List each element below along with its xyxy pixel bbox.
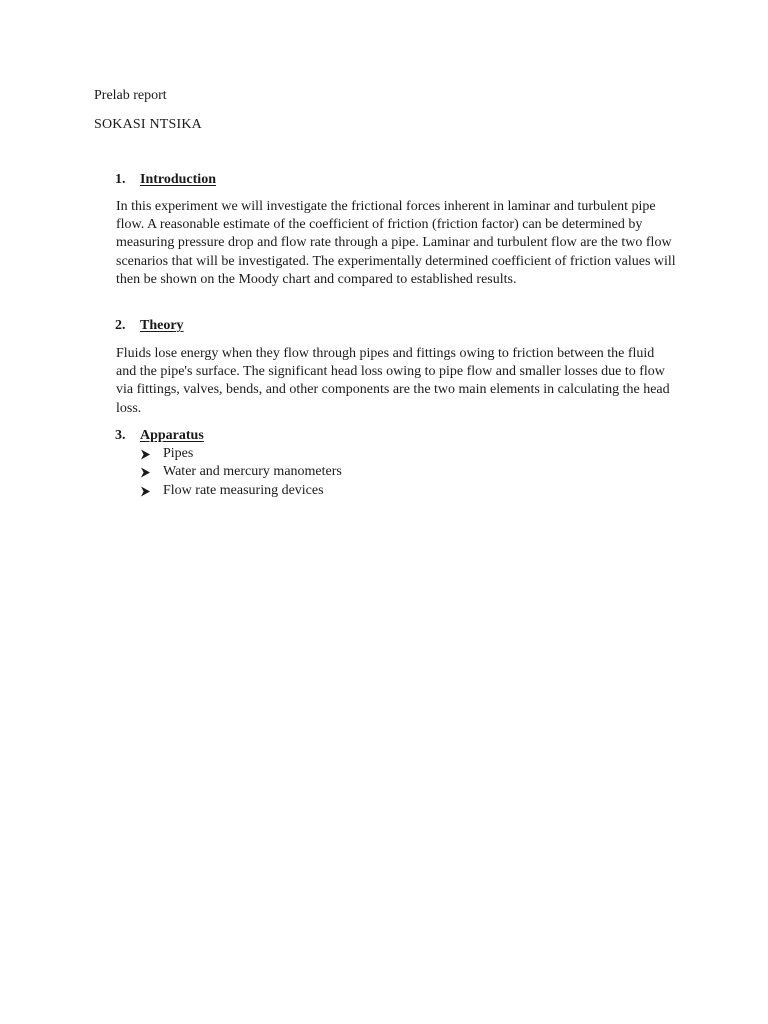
section-title: Apparatus <box>140 428 204 443</box>
section-number: 3. <box>115 428 126 443</box>
section-title: Theory <box>140 318 184 333</box>
theory-paragraph: Fluids lose energy when they flow through pipes and fittings owing to friction between the fluid and the pipe's surface. The significant head loss owing to pipe flow and smaller losses due to flow via fittings, valves, bends, and other components are the two main elements in calculating the head loss. <box>116 346 670 416</box>
arrowhead-bullet-icon <box>140 482 163 500</box>
list-item <box>140 482 342 500</box>
arrowhead-bullet-icon <box>140 445 163 463</box>
author-name: SOKASI NTSIKA <box>94 117 202 132</box>
apparatus-list <box>140 445 342 500</box>
list-item-label: Water and mercury manometers <box>163 464 342 480</box>
arrowhead-bullet-icon <box>140 463 163 481</box>
introduction-paragraph: In this experiment we will investigate the frictional forces inherent in laminar and turbulent pipe flow. A reasonable estimate of the coefficient of friction (friction factor) can be determined by measuring pressure drop and flow rate through a pipe. Laminar and turbulent flow are the two flow scenarios that will be investigated. The experimentally determined coefficient of friction values will then be shown on the Moody chart and compared to established results. <box>116 199 676 287</box>
section-heading-theory <box>115 317 184 335</box>
section-heading-introduction <box>115 171 216 189</box>
section-number: 2. <box>115 318 126 333</box>
section-title: Introduction <box>140 172 216 187</box>
document-label: Prelab report <box>94 88 167 103</box>
list-item-label: Flow rate measuring devices <box>163 482 324 498</box>
section-number: 1. <box>115 172 126 187</box>
list-item-label: Pipes <box>163 446 194 461</box>
list-item <box>140 445 342 463</box>
list-item <box>140 463 342 481</box>
section-heading-apparatus <box>115 427 204 445</box>
